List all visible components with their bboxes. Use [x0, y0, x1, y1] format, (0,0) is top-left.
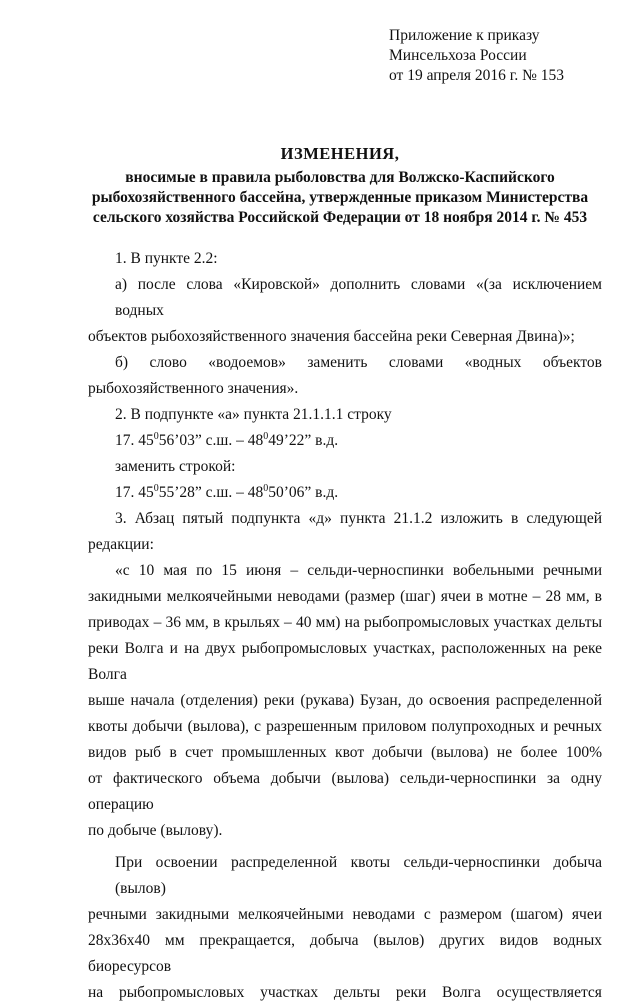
- quote-line: приводах – 36 мм, в крыльях – 40 мм) на рыбопромысловых участках дельты: [88, 614, 602, 631]
- paragraph-line: речными закидными мелкоячейными неводами с размером (шагом) ячеи: [88, 906, 602, 923]
- word: слово: [149, 354, 187, 371]
- degree-mark: 0: [263, 431, 269, 442]
- word: рыбопромысловых: [118, 984, 245, 1001]
- paragraph-line: При освоении распределенной квоты сельди-черноспинки добыча (вылов): [115, 854, 602, 897]
- title-line: рыбохозяйственного бассейна, утвержденные приказом Министерства: [91, 189, 589, 206]
- degree-mark: 0: [153, 431, 159, 442]
- quote-line: видов рыб в счет промышленных квот добычи (вылова) не более 100%: [88, 744, 602, 761]
- coord-part: 55’28” с.ш. – 48: [158, 484, 264, 501]
- document-body: [88, 246, 602, 1006]
- title-main: ИЗМЕНЕНИЯ,: [280, 144, 400, 163]
- item-2: 2. В подпункте «а» пункта 21.1.1.1 строку: [115, 406, 392, 423]
- coord-part: 49’22” в.д.: [268, 432, 339, 449]
- word: б): [115, 354, 129, 371]
- document-title: [80, 144, 600, 228]
- title-line: сельского хозяйства Российской Федерации от 18 ноября 2014 г. № 453: [92, 209, 588, 226]
- item-1b-line: рыбохозяйственного значения».: [88, 380, 299, 397]
- word: реки: [395, 984, 427, 1001]
- word: «водных: [464, 354, 522, 371]
- coordinate-line-old: [88, 428, 602, 454]
- item-3-line: 3. Абзац пятый подпункта «д» пункта 21.1.2 изложить в следующей: [115, 510, 602, 527]
- quote-line: от фактического объема добычи (вылова) сельди-черноспинки за одну операцию: [88, 770, 602, 813]
- degree-mark: 0: [263, 483, 269, 494]
- coord-part: 50’06” в.д.: [268, 484, 339, 501]
- paragraph-line: 28х36х40 мм прекращается, добыча (вылов) других видов водных биоресурсов: [88, 932, 602, 975]
- word: дельты: [333, 984, 381, 1001]
- quote-line: выше начала (отделения) реки (рукава) Бузан, до освоения распределенной: [88, 692, 602, 709]
- word: осуществляется: [496, 984, 602, 1001]
- annex-line: Минсельхоза России: [389, 47, 527, 64]
- word: «водоемов»: [208, 354, 286, 371]
- paragraph-line: [88, 980, 602, 1006]
- replace-with-line: заменить строкой:: [115, 458, 236, 475]
- coordinate-line-new: [88, 480, 602, 506]
- coord-part: 17. 45: [115, 484, 154, 501]
- item-3-line: редакции:: [88, 536, 154, 553]
- quote-line: закидными мелкоячейными неводами (размер (шаг) ячеи в мотне – 28 мм, в: [88, 588, 602, 605]
- item-1a-line: объектов рыбохозяйственного значения бассейна реки Северная Двина)»;: [88, 328, 575, 345]
- item-1: 1. В пункте 2.2:: [115, 250, 218, 267]
- word: на: [88, 984, 104, 1001]
- coord-part: 56’03” с.ш. – 48: [158, 432, 264, 449]
- quote-line: реки Волга и на двух рыбопромысловых участках, расположенных на реке Волга: [88, 640, 602, 683]
- word: участках: [260, 984, 319, 1001]
- quote-line: «с 10 мая по 15 июня – сельди-черноспинки вобельными речными: [115, 562, 602, 579]
- word: заменить: [307, 354, 368, 371]
- quote-line: квоты добычи (вылова), с разрешенным приловом полупроходных и речных: [88, 718, 602, 735]
- word: объектов: [542, 354, 602, 371]
- word: словами: [388, 354, 444, 371]
- coord-part: 17. 45: [115, 432, 154, 449]
- quote-line: по добыче (вылову).: [88, 822, 223, 839]
- annex-line: от 19 апреля 2016 г. № 153: [389, 67, 565, 84]
- item-1b-line: [88, 350, 602, 376]
- annex-header: [389, 26, 564, 86]
- word: Волга: [442, 984, 481, 1001]
- item-1a-line: а) после слова «Кировской» дополнить словами «(за исключением водных: [115, 276, 602, 319]
- degree-mark: 0: [153, 483, 159, 494]
- title-line: вносимые в правила рыболовства для Волжско-Каспийского: [125, 169, 555, 186]
- annex-line: Приложение к приказу: [389, 27, 540, 44]
